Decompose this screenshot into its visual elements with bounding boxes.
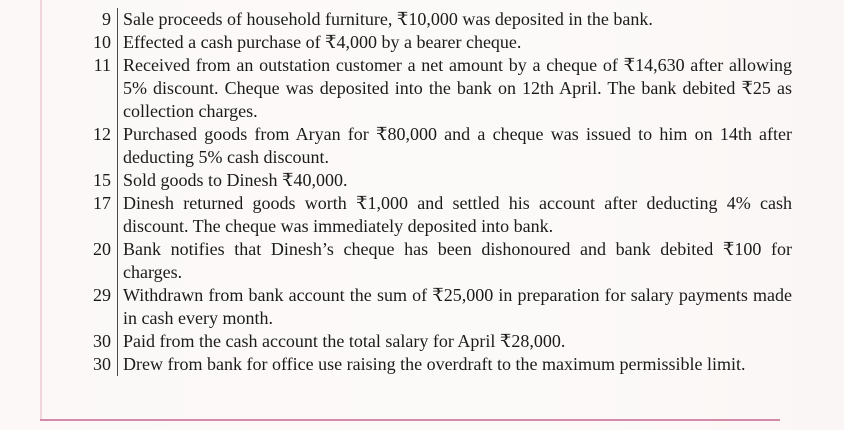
entry-date: 9 — [72, 8, 118, 31]
entry-text: Bank notifies that Dinesh’s cheque has been dishonoured and bank debited ₹100 for charges. — [123, 239, 792, 282]
entry-date: 10 — [72, 31, 118, 54]
entry-date: 12 — [72, 123, 118, 169]
list-item — [72, 284, 792, 330]
entry-date: 30 — [72, 353, 118, 376]
entry-text: Sold goods to Dinesh ₹40,000. — [123, 170, 348, 190]
list-item — [72, 169, 792, 192]
list-item — [72, 353, 792, 376]
list-item — [72, 330, 792, 353]
entry-text: Paid from the cash account the total salary for April ₹28,000. — [123, 331, 566, 351]
entry-date: 30 — [72, 330, 118, 353]
margin-line — [40, 0, 42, 421]
list-item — [72, 54, 792, 123]
transaction-list — [72, 8, 792, 376]
entry-text: Effected a cash purchase of ₹4,000 by a bearer cheque. — [123, 32, 522, 52]
list-item — [72, 238, 792, 284]
list-item — [72, 8, 792, 31]
entry-date: 17 — [72, 192, 118, 238]
entry-text: Purchased goods from Aryan for ₹80,000 and a cheque was issued to him on 14th after deducting 5% cash discount. — [123, 124, 792, 167]
list-item — [72, 123, 792, 169]
entry-text: Drew from bank for office use raising the overdraft to the maximum permissible limit. — [123, 354, 746, 374]
list-item — [72, 31, 792, 54]
entry-text: Sale proceeds of household furniture, ₹10,000 was deposited in the bank. — [123, 9, 653, 29]
entry-date: 15 — [72, 169, 118, 192]
entry-date: 29 — [72, 284, 118, 330]
bottom-rule — [40, 419, 780, 421]
entry-text: Withdrawn from bank account the sum of ₹25,000 in preparation for salary payments made in cash every month. — [123, 285, 792, 328]
entry-date: 20 — [72, 238, 118, 284]
entry-text: Dinesh returned goods worth ₹1,000 and settled his account after deducting 4% cash discount. The cheque was immediately deposited into bank. — [123, 193, 792, 236]
entry-text: Received from an outstation customer a net amount by a cheque of ₹14,630 after allowing 5% discount. Cheque was deposited into the bank on 12th April. The bank debited ₹25 as collection charges. — [123, 55, 792, 121]
entry-date: 11 — [72, 54, 118, 123]
list-item — [72, 192, 792, 238]
